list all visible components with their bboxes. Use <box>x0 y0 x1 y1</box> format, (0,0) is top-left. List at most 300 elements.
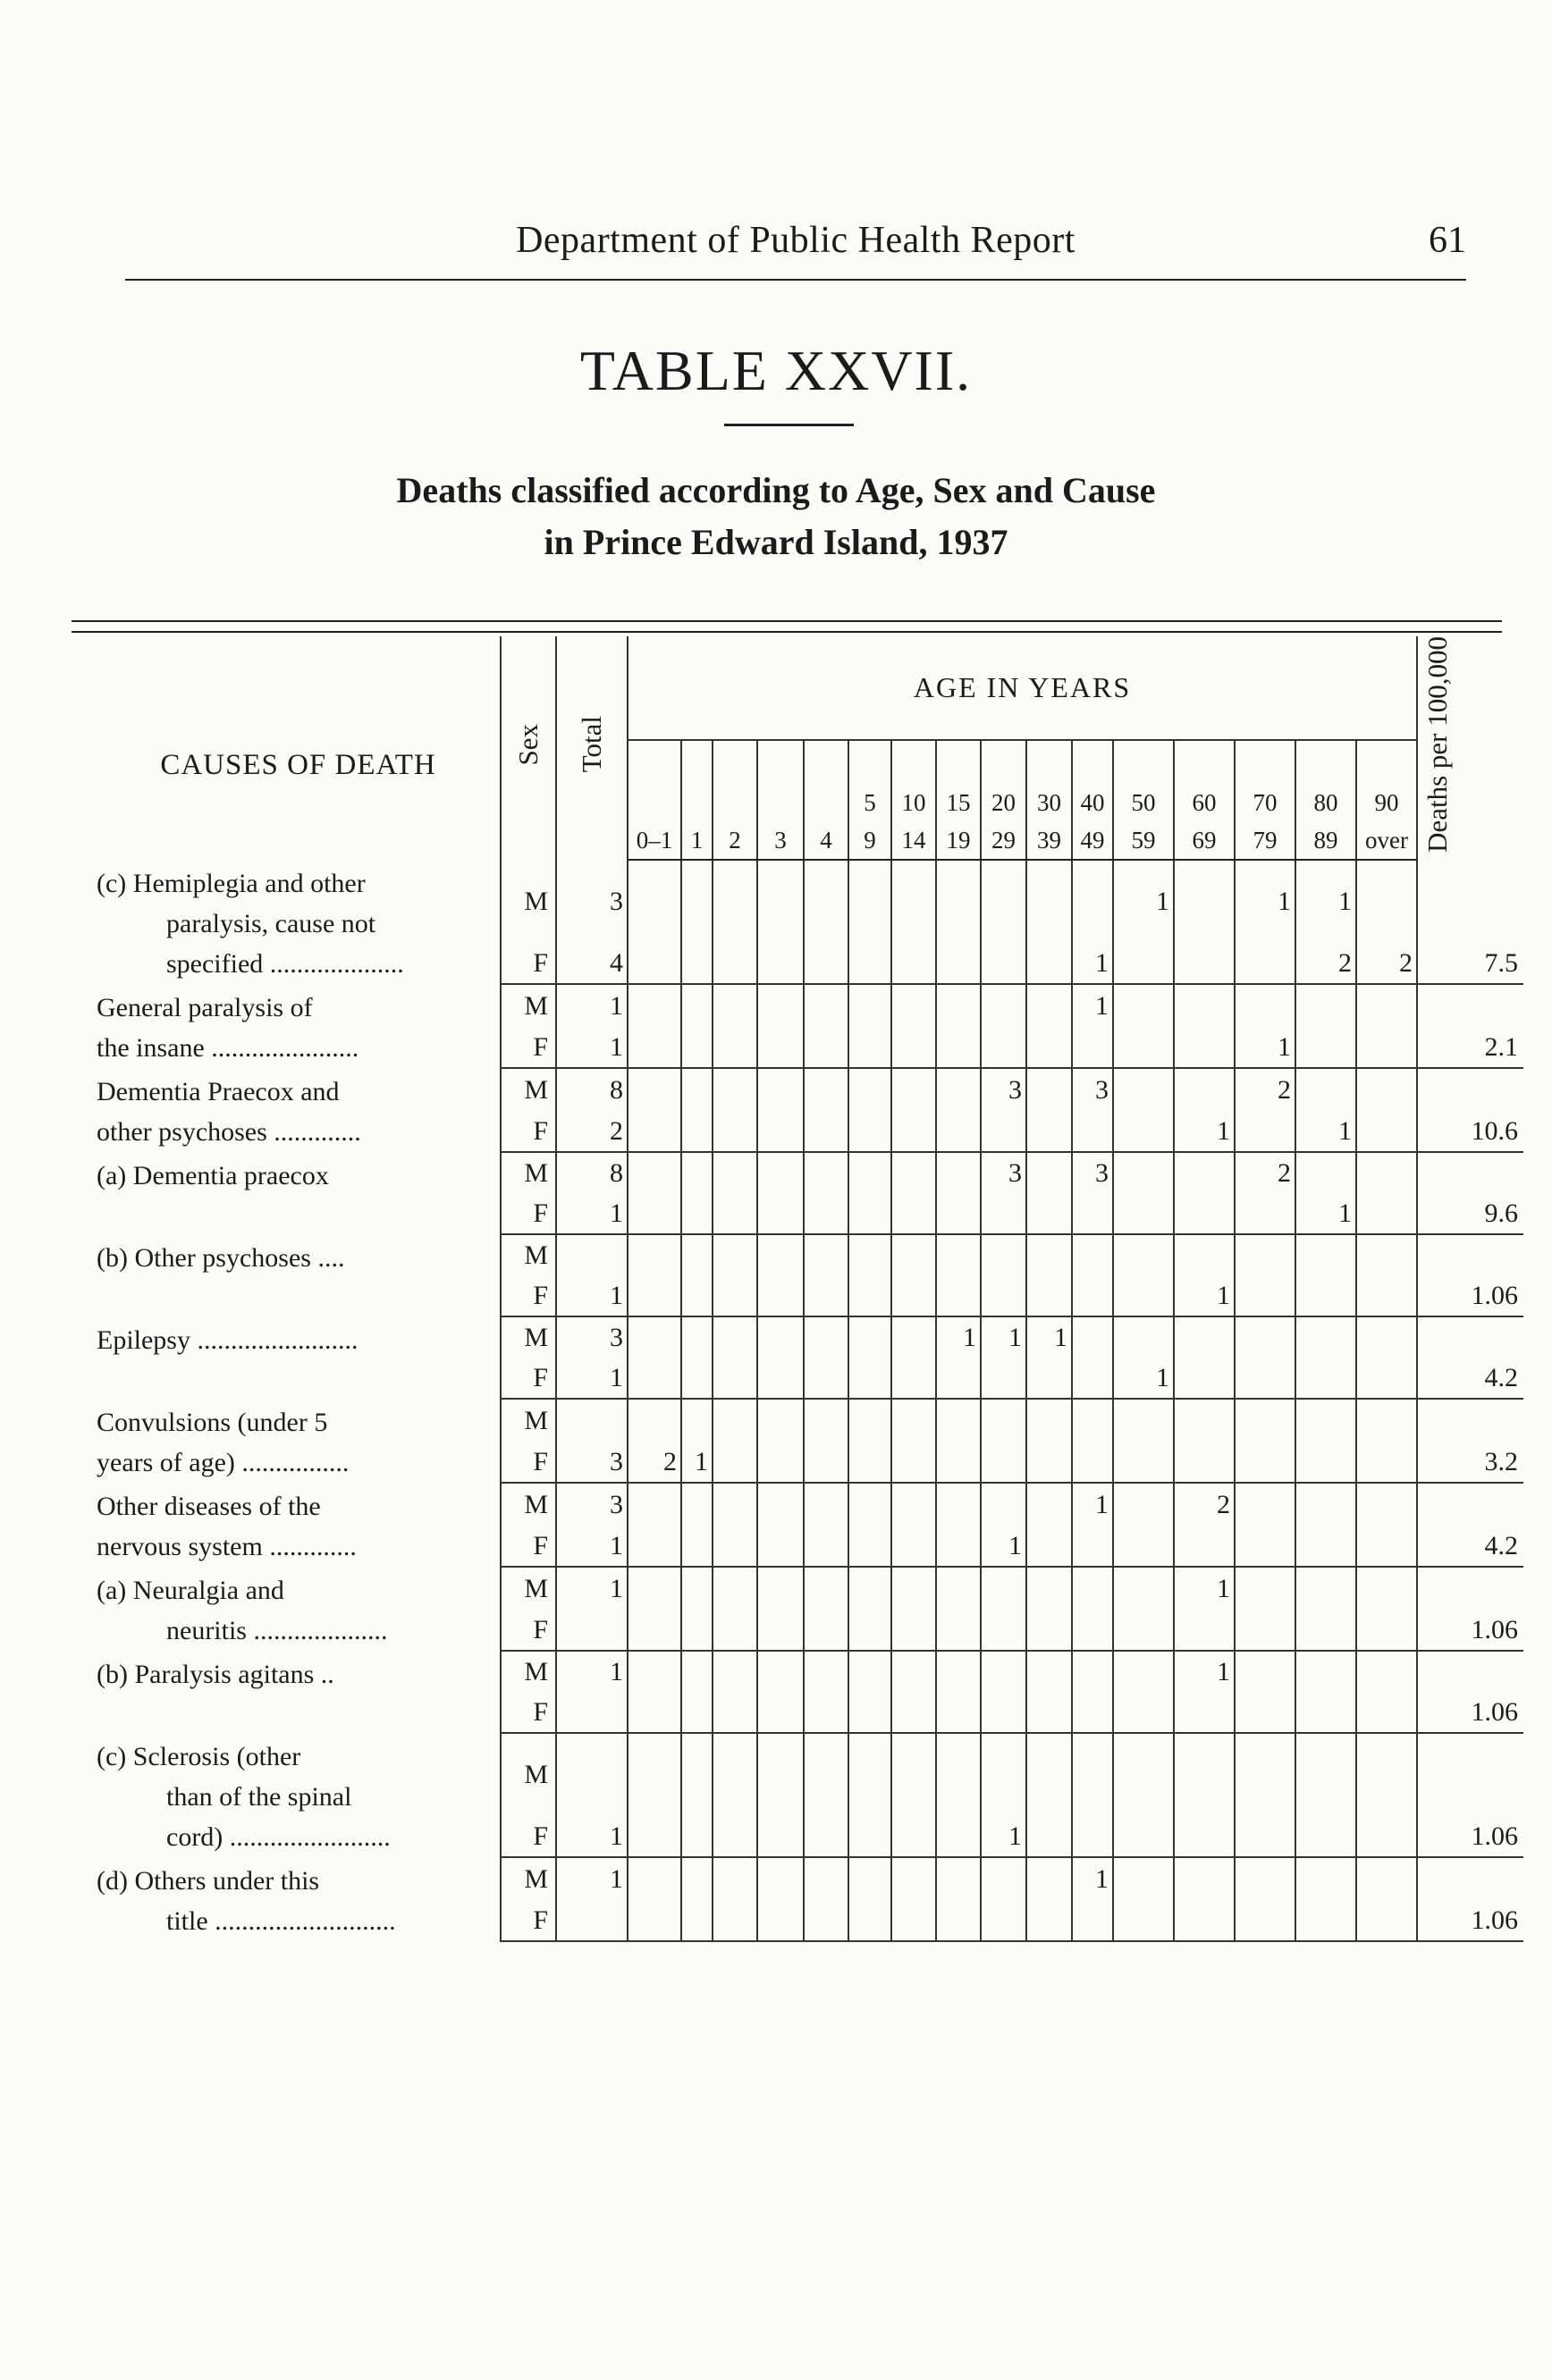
age-count-cell <box>1356 1567 1417 1609</box>
age-count-cell: 1 <box>936 1316 981 1358</box>
deaths-table <box>97 636 1523 1942</box>
age-count-cell <box>1356 1857 1417 1899</box>
rate-cell: 1.06 <box>1417 1609 1523 1651</box>
total-cell: 1 <box>556 1525 628 1567</box>
age-count-cell <box>936 1234 981 1275</box>
age-count-cell <box>681 1483 713 1525</box>
sex-cell: F <box>501 1795 556 1857</box>
age-count-cell <box>628 1651 681 1692</box>
age-count-cell <box>1174 1399 1235 1441</box>
age-count-cell <box>1295 1795 1356 1857</box>
age-count-cell <box>804 1441 848 1483</box>
age-count-cell <box>1113 1692 1174 1733</box>
age-count-cell <box>628 1733 681 1796</box>
age-count-cell <box>981 1275 1026 1316</box>
total-cell: 8 <box>556 1152 628 1193</box>
subtitle-line-2: in Prince Edward Island, 1937 <box>544 522 1008 562</box>
total-cell: 1 <box>556 1193 628 1234</box>
age-count-cell <box>1113 1651 1174 1692</box>
cause-line: General paralysis of <box>97 992 313 1022</box>
table-row <box>97 984 1523 1026</box>
age-count-cell: 1 <box>1174 1651 1235 1692</box>
rate-cell <box>1417 1857 1523 1899</box>
age-count-cell <box>1174 1795 1235 1857</box>
age-count-cell <box>1235 1692 1295 1733</box>
cause-line: Epilepsy ........................ <box>97 1325 358 1355</box>
age-count-cell <box>713 1399 757 1441</box>
age-count-cell <box>891 921 936 984</box>
sex-cell: M <box>501 1316 556 1358</box>
age-count-cell <box>1026 1733 1072 1796</box>
age-count-cell <box>628 1275 681 1316</box>
age-count-cell <box>1113 1525 1174 1567</box>
running-header <box>125 219 1466 276</box>
age-count-cell <box>848 1857 891 1899</box>
total-cell: 3 <box>556 1316 628 1358</box>
rate-cell <box>1417 1316 1523 1358</box>
age-band-header <box>936 740 981 860</box>
age-count-cell <box>804 1483 848 1525</box>
rate-cell <box>1417 1483 1523 1525</box>
age-count-cell <box>891 1692 936 1733</box>
age-count-cell <box>1356 1234 1417 1275</box>
age-count-cell <box>1235 1110 1295 1152</box>
age-count-cell: 1 <box>981 1316 1026 1358</box>
age-in-years-header: AGE IN YEARS <box>628 636 1417 740</box>
sex-cell: F <box>501 921 556 984</box>
total-cell: 3 <box>556 1441 628 1483</box>
age-count-cell <box>1113 1193 1174 1234</box>
rate-cell: 2.1 <box>1417 1026 1523 1068</box>
age-count-cell <box>681 984 713 1026</box>
age-count-cell <box>804 1733 848 1796</box>
age-band-header <box>1174 740 1235 860</box>
age-count-cell <box>1235 984 1295 1026</box>
age-count-cell <box>804 1275 848 1316</box>
total-header-text: Total <box>576 716 607 773</box>
age-count-cell <box>1235 1525 1295 1567</box>
age-count-cell <box>936 1692 981 1733</box>
age-count-cell <box>1356 1609 1417 1651</box>
age-count-cell <box>891 1399 936 1441</box>
age-band-header <box>1295 740 1356 860</box>
table-row <box>97 1152 1523 1193</box>
total-cell: 1 <box>556 1795 628 1857</box>
age-band-label: 14 <box>901 826 926 854</box>
age-count-cell <box>628 984 681 1026</box>
age-band-label: 90 <box>1374 788 1399 816</box>
age-count-cell <box>848 1152 891 1193</box>
age-count-cell <box>713 1857 757 1899</box>
age-band-header <box>1356 740 1417 860</box>
age-count-cell <box>1295 1899 1356 1941</box>
age-count-cell <box>757 1358 804 1399</box>
age-count-cell <box>848 1899 891 1941</box>
cause-of-death <box>97 1857 501 1941</box>
causes-header: CAUSES OF DEATH <box>97 636 501 860</box>
age-count-cell <box>936 1609 981 1651</box>
age-count-cell <box>804 1857 848 1899</box>
rate-cell <box>1417 1651 1523 1692</box>
age-count-cell <box>628 1316 681 1358</box>
sex-cell: F <box>501 1609 556 1651</box>
age-count-cell <box>1356 1399 1417 1441</box>
age-count-cell <box>1026 1567 1072 1609</box>
sex-cell: M <box>501 1567 556 1609</box>
cause-line: neuritis .................... <box>166 1615 388 1645</box>
age-count-cell <box>936 860 981 922</box>
age-count-cell <box>804 1358 848 1399</box>
age-count-cell <box>891 1525 936 1567</box>
age-count-cell <box>1356 1733 1417 1796</box>
age-count-cell <box>1026 1026 1072 1068</box>
age-count-cell: 1 <box>1235 860 1295 922</box>
age-band-header <box>891 740 936 860</box>
age-count-cell <box>681 1316 713 1358</box>
age-count-cell <box>936 1358 981 1399</box>
cause-of-death <box>97 1234 501 1316</box>
age-count-cell: 1 <box>1072 1857 1113 1899</box>
age-count-cell <box>891 1609 936 1651</box>
total-cell: 3 <box>556 1483 628 1525</box>
age-count-cell <box>936 984 981 1026</box>
total-cell: 1 <box>556 984 628 1026</box>
age-count-cell <box>1235 1609 1295 1651</box>
age-count-cell <box>848 1795 891 1857</box>
sex-cell: F <box>501 1525 556 1567</box>
age-count-cell <box>1174 1316 1235 1358</box>
age-count-cell <box>848 1358 891 1399</box>
table-header <box>97 636 1523 860</box>
table-row <box>97 1399 1523 1441</box>
age-count-cell <box>804 1026 848 1068</box>
rate-cell: 3.2 <box>1417 1441 1523 1483</box>
age-count-cell <box>757 1609 804 1651</box>
cause-line: Dementia Praecox and <box>97 1076 340 1106</box>
age-count-cell <box>936 1193 981 1234</box>
cause-line: (d) Others under this <box>97 1865 320 1896</box>
age-count-cell <box>1026 1399 1072 1441</box>
age-count-cell <box>936 1899 981 1941</box>
age-count-cell <box>1235 1193 1295 1234</box>
age-count-cell: 3 <box>1072 1152 1113 1193</box>
cause-line: cord) ........................ <box>166 1821 391 1852</box>
age-count-cell <box>713 1651 757 1692</box>
age-count-cell <box>936 1651 981 1692</box>
age-count-cell: 1 <box>1295 1110 1356 1152</box>
age-count-cell: 3 <box>981 1152 1026 1193</box>
age-count-cell <box>757 1899 804 1941</box>
age-count-cell <box>1356 984 1417 1026</box>
age-count-cell <box>628 1857 681 1899</box>
age-count-cell <box>713 1692 757 1733</box>
age-count-cell <box>1113 1399 1174 1441</box>
age-band-header <box>628 740 681 860</box>
sex-cell: M <box>501 1483 556 1525</box>
age-band-header <box>757 740 804 860</box>
age-count-cell <box>1113 1567 1174 1609</box>
age-count-cell <box>848 921 891 984</box>
age-count-cell <box>936 921 981 984</box>
age-count-cell <box>1026 921 1072 984</box>
age-count-cell <box>681 1795 713 1857</box>
cause-of-death <box>97 1068 501 1152</box>
age-count-cell: 2 <box>1356 921 1417 984</box>
total-cell: 1 <box>556 1358 628 1399</box>
age-count-cell <box>628 1026 681 1068</box>
cause-of-death <box>97 1316 501 1399</box>
age-count-cell <box>1356 1026 1417 1068</box>
age-count-cell <box>1295 1399 1356 1441</box>
age-count-cell <box>1113 1609 1174 1651</box>
age-count-cell <box>1072 1651 1113 1692</box>
age-count-cell <box>681 921 713 984</box>
table-body <box>97 860 1523 1941</box>
cause-line: Other diseases of the <box>97 1491 321 1521</box>
rate-cell <box>1417 1234 1523 1275</box>
age-count-cell <box>628 1795 681 1857</box>
age-band-header <box>1235 740 1295 860</box>
age-count-cell <box>628 860 681 922</box>
age-count-cell <box>1026 984 1072 1026</box>
rate-cell: 7.5 <box>1417 921 1523 984</box>
age-count-cell <box>681 1152 713 1193</box>
age-count-cell <box>1072 1692 1113 1733</box>
age-count-cell: 1 <box>1113 1358 1174 1399</box>
age-count-cell <box>1235 1651 1295 1692</box>
age-count-cell <box>713 1795 757 1857</box>
table-row <box>97 1857 1523 1899</box>
age-band-label: 9 <box>864 826 876 854</box>
rate-cell <box>1417 1733 1523 1796</box>
age-count-cell <box>757 1441 804 1483</box>
age-count-cell <box>1072 1795 1113 1857</box>
age-count-cell <box>981 1483 1026 1525</box>
age-count-cell <box>1174 1609 1235 1651</box>
age-count-cell <box>891 1651 936 1692</box>
age-count-cell <box>1113 1026 1174 1068</box>
total-cell: 8 <box>556 1068 628 1110</box>
title-rule <box>724 424 854 426</box>
age-count-cell <box>981 1234 1026 1275</box>
age-count-cell: 1 <box>981 1795 1026 1857</box>
sex-cell: F <box>501 1441 556 1483</box>
table-row <box>97 1234 1523 1275</box>
cause-line: (b) Paralysis agitans .. <box>97 1659 334 1689</box>
age-band-label: 70 <box>1253 788 1278 816</box>
age-count-cell <box>891 1795 936 1857</box>
age-count-cell <box>936 1525 981 1567</box>
age-count-cell <box>1356 1525 1417 1567</box>
age-count-cell <box>757 1733 804 1796</box>
age-count-cell <box>1072 1275 1113 1316</box>
age-count-cell <box>936 1567 981 1609</box>
sex-cell: F <box>501 1275 556 1316</box>
age-count-cell <box>804 1234 848 1275</box>
total-cell: 3 <box>556 860 628 922</box>
page-number: 61 <box>1429 220 1466 261</box>
table-top-rules <box>72 620 1502 633</box>
age-count-cell: 2 <box>1235 1068 1295 1110</box>
age-count-cell <box>628 1609 681 1651</box>
age-band-label: 79 <box>1253 826 1278 854</box>
total-cell <box>556 1399 628 1441</box>
table-row <box>97 1316 1523 1358</box>
age-count-cell <box>981 1026 1026 1068</box>
age-count-cell <box>757 860 804 922</box>
rate-cell: 4.2 <box>1417 1358 1523 1399</box>
age-count-cell <box>1235 1733 1295 1796</box>
total-cell: 1 <box>556 1651 628 1692</box>
total-cell: 1 <box>556 1857 628 1899</box>
age-count-cell <box>804 1068 848 1110</box>
age-count-cell <box>757 1525 804 1567</box>
age-band-label: 10 <box>901 788 926 816</box>
age-count-cell <box>936 1152 981 1193</box>
age-count-cell: 2 <box>1295 921 1356 984</box>
age-count-cell <box>848 1026 891 1068</box>
sex-cell: M <box>501 1399 556 1441</box>
age-count-cell <box>757 1651 804 1692</box>
age-count-cell: 1 <box>1174 1110 1235 1152</box>
table-row <box>97 1068 1523 1110</box>
header-rule <box>125 279 1466 281</box>
total-cell: 2 <box>556 1110 628 1152</box>
cause-line: other psychoses ............. <box>97 1116 361 1147</box>
age-count-cell <box>1356 1899 1417 1941</box>
age-count-cell <box>713 1068 757 1110</box>
age-count-cell <box>1295 1152 1356 1193</box>
age-count-cell <box>1072 1026 1113 1068</box>
age-count-cell <box>1356 1483 1417 1525</box>
age-count-cell <box>757 1399 804 1441</box>
age-count-cell <box>1174 1857 1235 1899</box>
age-count-cell <box>1356 1441 1417 1483</box>
total-cell <box>556 1733 628 1796</box>
cause-line: (c) Hemiplegia and other <box>97 868 366 898</box>
age-count-cell <box>1235 1234 1295 1275</box>
age-band-label: 39 <box>1037 826 1061 854</box>
age-count-cell <box>681 1899 713 1941</box>
age-count-cell <box>804 860 848 922</box>
cause-of-death <box>97 860 501 984</box>
total-cell: 1 <box>556 1567 628 1609</box>
cause-line: (c) Sclerosis (other <box>97 1741 301 1771</box>
age-count-cell <box>1295 1651 1356 1692</box>
age-count-cell <box>981 984 1026 1026</box>
age-count-cell <box>1295 1316 1356 1358</box>
age-count-cell <box>1356 1152 1417 1193</box>
cause-line: title ........................... <box>166 1905 396 1936</box>
rate-cell: 9.6 <box>1417 1193 1523 1234</box>
rate-cell: 1.06 <box>1417 1899 1523 1941</box>
age-count-cell <box>891 860 936 922</box>
age-count-cell: 1 <box>1295 860 1356 922</box>
age-count-cell <box>804 1525 848 1567</box>
age-band-label: 40 <box>1080 788 1105 816</box>
age-count-cell <box>681 1234 713 1275</box>
age-count-cell <box>757 1795 804 1857</box>
total-cell <box>556 1234 628 1275</box>
age-count-cell <box>1174 1525 1235 1567</box>
age-count-cell <box>713 1026 757 1068</box>
age-count-cell: 1 <box>981 1525 1026 1567</box>
age-count-cell <box>628 1358 681 1399</box>
age-count-cell <box>1026 1441 1072 1483</box>
age-count-cell <box>1295 1525 1356 1567</box>
age-count-cell <box>1174 921 1235 984</box>
table-row <box>97 1651 1523 1692</box>
age-count-cell: 2 <box>628 1441 681 1483</box>
sex-cell: F <box>501 1899 556 1941</box>
age-count-cell <box>1072 1234 1113 1275</box>
age-count-cell <box>1295 1609 1356 1651</box>
age-count-cell <box>891 1733 936 1796</box>
age-count-cell <box>804 921 848 984</box>
age-count-cell <box>628 1525 681 1567</box>
age-count-cell <box>1356 1275 1417 1316</box>
age-count-cell: 1 <box>1072 921 1113 984</box>
age-count-cell <box>1072 1567 1113 1609</box>
age-count-cell <box>848 1193 891 1234</box>
rate-cell <box>1417 1152 1523 1193</box>
age-count-cell <box>981 1733 1026 1796</box>
cause-line: (a) Dementia praecox <box>97 1160 329 1190</box>
rate-cell: 1.06 <box>1417 1692 1523 1733</box>
age-count-cell <box>713 1193 757 1234</box>
rate-cell: 1.06 <box>1417 1275 1523 1316</box>
age-count-cell <box>1113 984 1174 1026</box>
age-count-cell <box>681 1692 713 1733</box>
age-count-cell <box>1295 1234 1356 1275</box>
age-band-header <box>713 740 757 860</box>
age-band-label: 4 <box>820 826 832 854</box>
age-count-cell <box>1026 1193 1072 1234</box>
rate-header <box>1417 636 1523 860</box>
age-count-cell <box>891 1193 936 1234</box>
age-count-cell <box>757 921 804 984</box>
age-count-cell <box>891 1316 936 1358</box>
age-count-cell <box>713 1358 757 1399</box>
age-count-cell <box>981 1609 1026 1651</box>
age-count-cell <box>891 984 936 1026</box>
age-count-cell <box>804 1152 848 1193</box>
age-count-cell <box>713 1316 757 1358</box>
age-count-cell <box>1174 1441 1235 1483</box>
age-count-cell <box>757 1692 804 1733</box>
table-title: TABLE XXVII. <box>579 339 973 402</box>
age-count-cell <box>1235 1358 1295 1399</box>
age-count-cell <box>1113 1316 1174 1358</box>
age-count-cell <box>628 1483 681 1525</box>
age-count-cell <box>1026 1483 1072 1525</box>
age-count-cell <box>804 1651 848 1692</box>
rate-cell <box>1417 860 1523 922</box>
age-count-cell <box>1072 1358 1113 1399</box>
rate-cell <box>1417 1567 1523 1609</box>
age-band-label: 3 <box>774 826 787 854</box>
age-count-cell <box>1295 984 1356 1026</box>
age-count-cell <box>1026 1152 1072 1193</box>
rate-cell <box>1417 1399 1523 1441</box>
age-count-cell <box>891 1110 936 1152</box>
age-count-cell <box>681 1399 713 1441</box>
age-count-cell <box>891 1899 936 1941</box>
age-count-cell <box>804 1193 848 1234</box>
age-count-cell <box>981 860 1026 922</box>
age-count-cell <box>1072 1609 1113 1651</box>
age-count-cell: 2 <box>1235 1152 1295 1193</box>
